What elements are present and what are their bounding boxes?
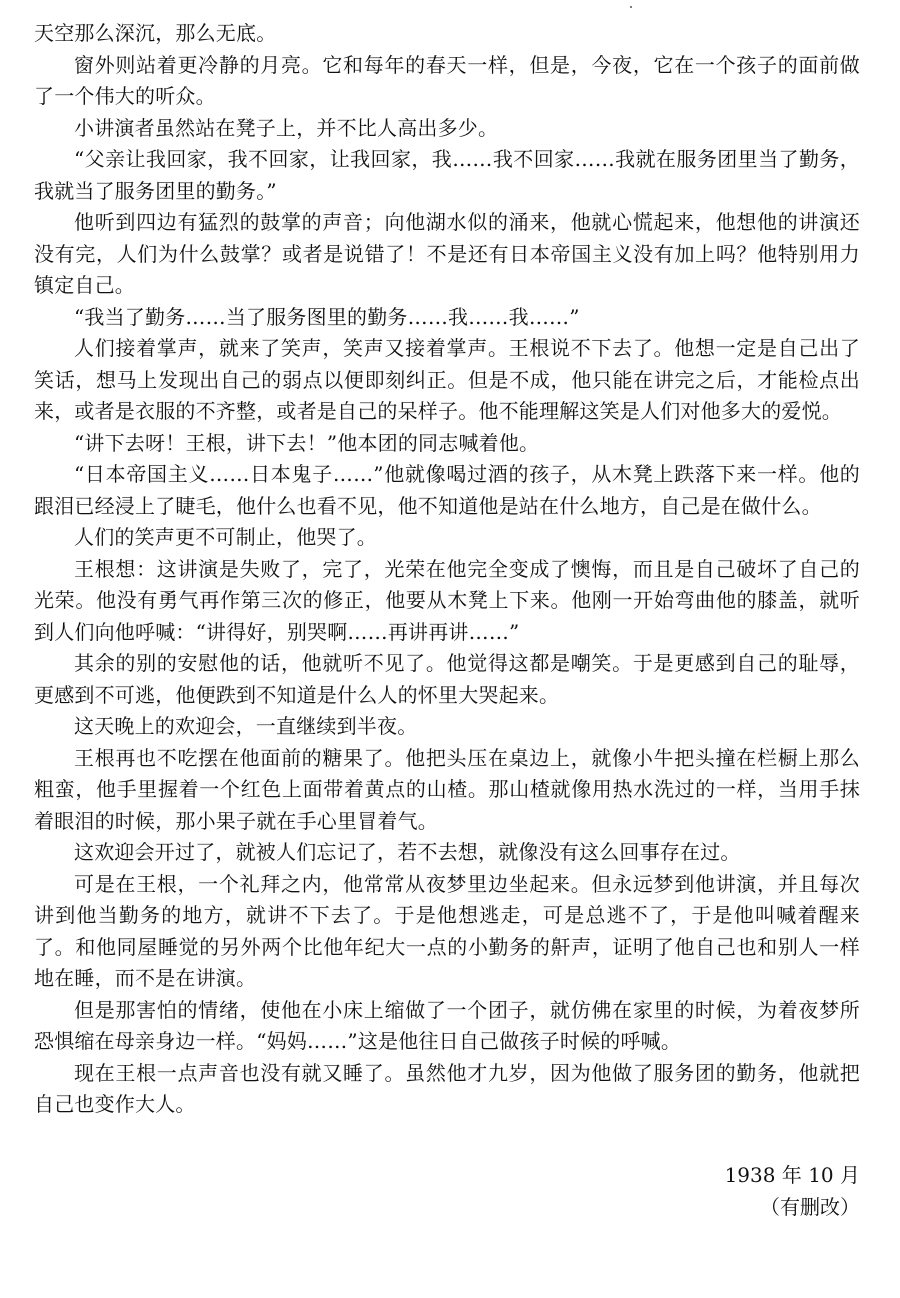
paragraph-sky: 天空那么深沉，那么无底。: [34, 21, 277, 45]
paragraph-forgotten: 这欢迎会开过了，就被人们忘记了，若不去想，就像没有这么回事存在过。: [74, 840, 741, 864]
paragraph-fear: 但是那害怕的情绪，使他在小床上缩做了一个团子，就仿佛在家里的时候，为着夜梦所恐惧缩在母亲身边一样。“妈妈……”这是他往日自己做孩子时候的呼喊。: [34, 997, 860, 1053]
paragraph-quote-orderly: “我当了勤务……当了服务图里的勤务……我……我……”: [74, 304, 580, 329]
paragraph-laughter: 人们接着掌声，就来了笑声，笑声又接着掌声。王根说不下去了。他想一定是自己出了笑话，想马上发现出自己的弱点以便即刻纠正。但是不成，他只能在讲完之后，才能检点出来，或者是衣服的不齐整，或者是自己的呆样子。他不能理解这笑是人们对他多大的爱悦。: [34, 336, 860, 423]
paragraph-midnight: 这天晚上的欢迎会，一直继续到半夜。: [74, 714, 418, 738]
abridged-note: （有删改）: [760, 1195, 860, 1219]
document-date: 1938 年 10 月: [724, 1163, 860, 1187]
paragraph-moon: 窗外则站着更冷静的月亮。它和每年的春天一样，但是，今夜，它在一个孩子的面前做了一个伟大的听众。: [34, 52, 860, 108]
document-body: [34, 18, 860, 1121]
paragraph-speaker: 小讲演者虽然站在凳子上，并不比人高出多少。: [74, 115, 499, 140]
paragraph-failure: 王根想：这讲演是失败了，完了，光荣在他完全变成了懊悔，而且是自己破坏了自己的光荣。他没有勇气再作第三次的修正，他要从木凳上下来。他刚一开始弯曲他的膝盖，就听到人们向他呼喊：“讲得好，别哭啊……再讲再讲……”: [34, 556, 860, 644]
paragraph-imperialism: “日本帝国主义……日本鬼子……”他就像喝过酒的孩子，从木凳上跌落下来一样。他的跟泪已经浸上了睫毛，他什么也看不见，他不知道他是站在什么地方，自己是在做什么。: [34, 462, 860, 518]
paragraph-grown-up: 现在王根一点声音也没有就又睡了。虽然他才九岁，因为他做了服务团的勤务，他就把自己也变作大人。: [34, 1060, 860, 1116]
paragraph-dreams: 可是在王根，一个礼拜之内，他常常从夜梦里边坐起来。但永远梦到他讲演，并且每次讲到他当勤务的地方，就讲不下去了。于是他想逃走，可是总逃不了，于是他叫喊着醒来了。和他同屋睡觉的另外两个比他年纪大一点的小勤务的鼾声，证明了他自己也和别人一样地在睡，而不是在讲演。: [34, 871, 860, 990]
paragraph-cried: 人们的笑声更不可制止，他哭了。: [74, 525, 377, 549]
scan-speck: [630, 6, 632, 8]
paragraph-quote-father: “父亲让我回家，我不回家，让我回家，我……我不回家……我就在服务团里当了勤务，我就当了服务团里的勤务。”: [34, 147, 860, 203]
paragraph-encourage: “讲下去呀！王根，讲下去！”他本团的同志喊着他。: [74, 430, 540, 455]
paragraph-comfort: 其余的别的安慰他的话，他就听不见了。他觉得这都是嘲笑。于是更感到自己的耻辱，更感到不可逃，他便跌到不知道是什么人的怀里大哭起来。: [34, 651, 860, 707]
paragraph-hawthorn: 王根再也不吃摆在他面前的糖果了。他把头压在桌边上，就像小牛把头撞在栏橱上那么粗蛮，他手里握着一个红色上面带着黄点的山楂。那山楂就像用热水洗过的一样，当用手抹着眼泪的时候，那小果子就在手心里冒着气。: [34, 745, 860, 833]
paragraph-applause: 他听到四边有猛烈的鼓掌的声音；向他湖水似的涌来，他就心慌起来，他想他的讲演还没有完，人们为什么鼓掌？或者是说错了！不是还有日本帝国主义没有加上吗？他特别用力镇定自己。: [34, 210, 860, 297]
